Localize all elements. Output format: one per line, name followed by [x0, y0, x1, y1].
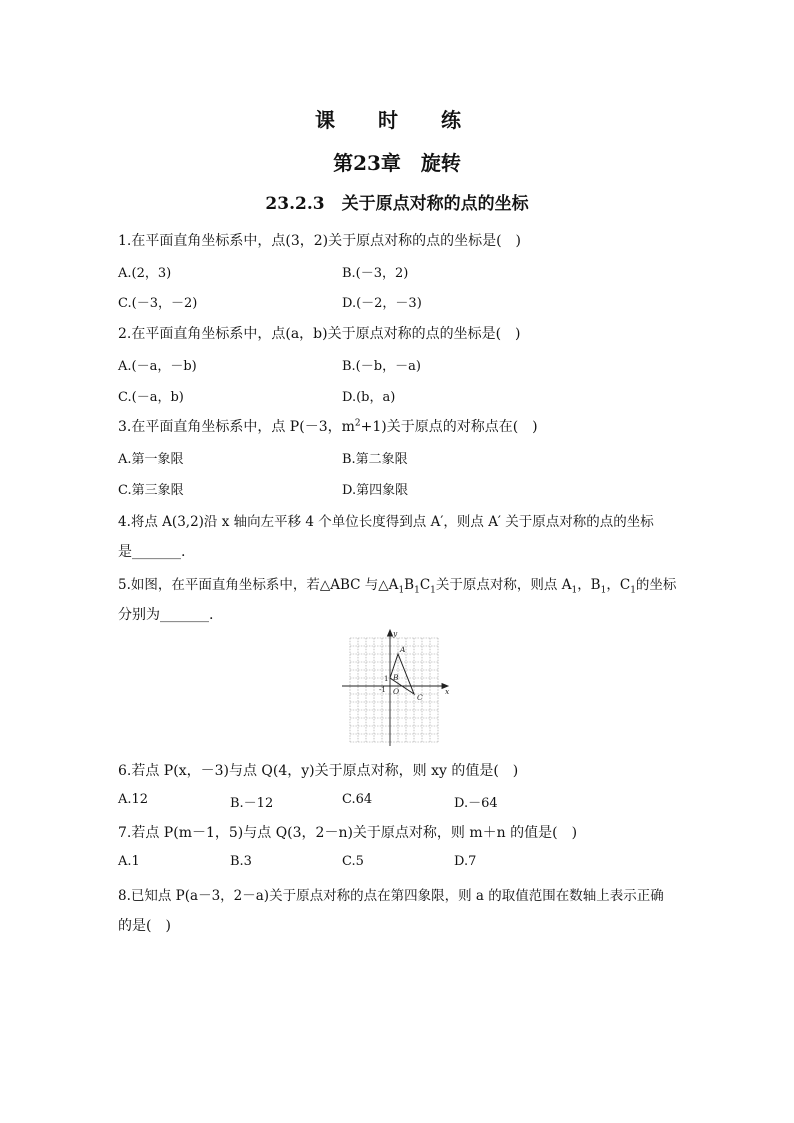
question-1-option-b: B.(－3，2): [342, 266, 409, 281]
question-5-line-1: [118, 573, 676, 596]
question-7-option-a: A.1: [118, 854, 140, 869]
question-7-option-d: D.7: [454, 854, 477, 869]
question-4-line-1: 4.将点 A(3,2)沿 x 轴向左平移 4 个单位长度得到点 A′，则点 A′ 关于原点对称的点的坐标: [118, 514, 654, 530]
question-5-text-a: 5.如图，在平面直角坐标系中，若△ABC 与△A: [118, 577, 399, 593]
question-4-line-2: 是_______.: [118, 544, 186, 560]
x-axis-label: x: [445, 687, 450, 696]
question-5-comma-1: ，B: [577, 577, 601, 593]
question-2-option-b: B.(－b，－a): [342, 359, 421, 374]
question-5-line-2: 分别为_______.: [118, 607, 214, 623]
question-5-sub-5: 1: [600, 585, 607, 596]
coordinate-figure: [340, 628, 454, 748]
question-3-stem-after: +1)关于原点的对称点在( ): [360, 419, 538, 435]
question-7-option-c: C.5: [342, 854, 364, 869]
question-1-stem: 1.在平面直角坐标系中，点(3，2)关于原点对称的点的坐标是( ): [118, 233, 522, 249]
question-5-sub-1: 1: [398, 585, 405, 596]
question-5-sub-4: 1: [571, 585, 578, 596]
page-title: 课 时 练: [315, 108, 479, 132]
question-6-stem: 6.若点 P(x，－3)与点 Q(4，y)关于原点对称，则 xy 的值是( ): [118, 763, 519, 779]
chapter-title: 第23章 旋转: [333, 151, 461, 175]
question-3-stem-before: 3.在平面直角坐标系中，点 P(－3，m: [118, 419, 355, 435]
question-1-option-a: A.(2，3): [118, 266, 172, 281]
question-2-stem: 2.在平面直角坐标系中，点(a，b)关于原点对称的点的坐标是( ): [118, 326, 521, 342]
question-5-text-b: 关于原点对称，则点 A: [435, 577, 572, 593]
question-3-option-b: B.第二象限: [342, 452, 408, 467]
point-c-label: C: [417, 693, 423, 702]
question-8-line-2: 的是( ): [118, 918, 171, 934]
section-title: 23.2.3 关于原点对称的点的坐标: [265, 194, 529, 214]
point-b-label: B: [393, 673, 399, 682]
question-1-option-c: C.(－3，－2): [118, 296, 198, 311]
question-8-line-1: 8.已知点 P(a－3，2－a)关于原点对称的点在第四象限，则 a 的取值范围在数轴上表示正确: [118, 888, 664, 904]
question-5-sub-2: 1: [414, 585, 420, 596]
question-5-comma-2: ，C: [606, 577, 631, 593]
question-3-option-d: D.第四象限: [342, 483, 409, 498]
question-7-option-b: B.3: [230, 854, 252, 869]
question-2-option-d: D.(b，a): [342, 390, 396, 405]
question-3-stem: [118, 416, 538, 436]
question-7-stem: 7.若点 P(m－1，5)与点 Q(3，2－n)关于原点对称，则 m＋n 的值是( ): [118, 825, 578, 841]
tick-label-one: 1: [384, 675, 389, 683]
question-6-option-d: D.－64: [454, 796, 498, 811]
question-5-text-b1: B: [404, 577, 415, 593]
question-5-text-c: 的坐标: [635, 577, 677, 593]
y-axis-arrow: [388, 630, 393, 636]
question-6-option-b: B.－12: [230, 796, 274, 811]
question-6-option-a: A.12: [118, 792, 149, 807]
question-3-option-c: C.第三象限: [118, 483, 184, 498]
question-5-sub-3: 1: [430, 585, 436, 596]
question-3-stem-superscript: 2: [354, 418, 361, 429]
question-2-option-a: A.(－a，－b): [118, 359, 197, 374]
question-2-option-c: C.(－a，b): [118, 390, 184, 405]
question-1-option-d: D.(－2，－3): [342, 296, 422, 311]
question-5-text-c1: C: [419, 577, 431, 593]
point-a-label: A: [400, 645, 406, 654]
origin-label: O: [393, 687, 400, 696]
y-axis-label: y: [393, 629, 398, 638]
question-6-option-c: C.64: [342, 792, 373, 807]
tick-label-neg-one: -1: [379, 686, 386, 694]
question-5-sub-6: 1: [630, 585, 636, 596]
question-3-option-a: A.第一象限: [118, 452, 184, 467]
